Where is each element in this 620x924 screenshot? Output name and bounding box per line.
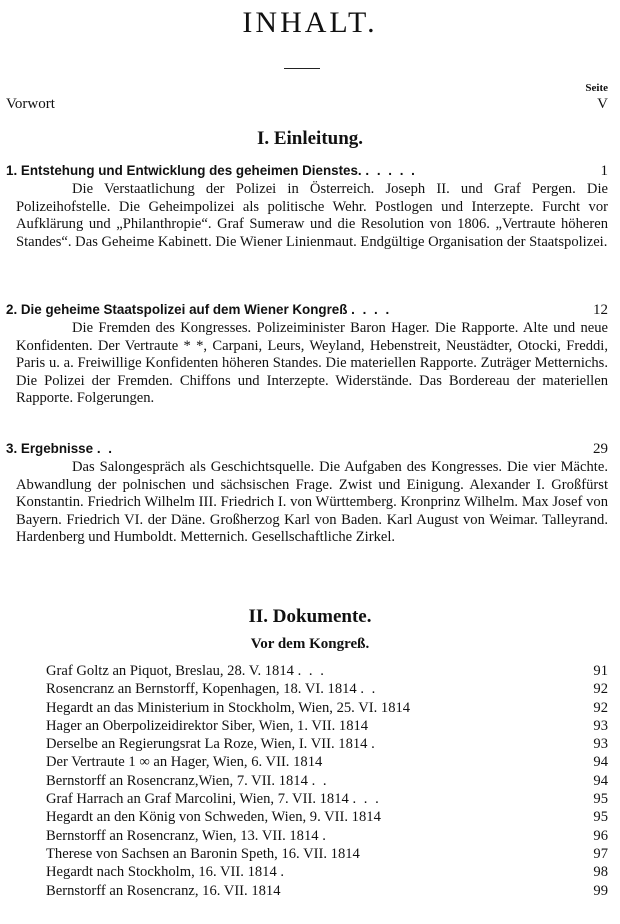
toc-entry-1 (6, 161, 608, 251)
document-page: 93 (593, 736, 608, 753)
document-row (46, 772, 608, 790)
document-title: Bernstorff an Rosencranz, 16. VII. 1814 (46, 882, 281, 899)
document-row (46, 753, 608, 771)
document-page: 98 (593, 864, 608, 881)
document-title: Rosencranz an Bernstorff, Kopenhagen, 18. VI. 1814 (46, 681, 357, 698)
page-title: INHALT. (242, 6, 378, 39)
document-title: Therese von Sachsen an Baronin Speth, 16. VII. 1814 (46, 845, 360, 862)
entry-heading: 2. Die geheime Staatspolizei auf dem Wiener Kongreß (6, 302, 348, 317)
entry-page: 12 (593, 302, 608, 318)
section-heading-dokumente: II. Dokumente. (248, 606, 372, 627)
document-page: 99 (593, 882, 608, 899)
leader-dots: . (280, 864, 287, 881)
document-row (46, 827, 608, 845)
document-row (46, 699, 608, 717)
document-title: Graf Harrach an Graf Marcolini, Wien, 7. VII. 1814 (46, 791, 349, 808)
document-title: Der Vertraute 1 ∞ an Hager, Wien, 6. VII. 1814 (46, 754, 323, 771)
entry-page: 29 (593, 441, 608, 457)
document-title: Derselbe an Regierungsrat La Roze, Wien, I. VII. 1814 (46, 736, 368, 753)
leader-dots: . (322, 827, 328, 844)
entry-heading: 3. Ergebnisse (6, 441, 94, 456)
document-row (46, 790, 608, 808)
document-page: 93 (593, 717, 608, 734)
leader-dots: . . (311, 772, 329, 789)
document-list (46, 662, 608, 900)
document-title: Graf Goltz an Piquot, Breslau, 28. V. 1814 (46, 663, 294, 679)
page-column-label: Seite (585, 82, 608, 94)
document-row (46, 735, 608, 753)
entry-summary: Das Salongespräch als Geschichtsquelle. Die Aufgaben des Kongresses. Die vier Mächte. Abwandlung der polnischen und sächsischen Frage. Zwist und Einigung. Alexander I. Großfürst Konstantin. Friedrich Wilhelm III. Friedrich I. von Württemberg. Kronprinz Wilhelm. Max Josef von Bayern. Friedrich VI. der Däne. Großherzog Karl von Baden. Karl August von Weimar. Talleyrand. Hardenberg und Humboldt. Metternich. Gesellschaftliche Zirkel. (16, 459, 608, 546)
document-row (46, 662, 608, 680)
document-page: 96 (593, 827, 608, 844)
document-page: 91 (593, 663, 608, 679)
document-page: 95 (593, 809, 608, 826)
document-row (46, 845, 608, 863)
vorwort-label: Vorwort (6, 96, 55, 112)
document-title: Hegardt an den König von Schweden, Wien, 9. VII. 1814 (46, 809, 381, 826)
document-row (46, 680, 608, 698)
leader-dots: . . . (352, 791, 381, 808)
document-row (46, 882, 608, 900)
leader-dots: . . . . . (365, 163, 417, 178)
leader-dots: . (371, 736, 377, 753)
document-title: Hegardt nach Stockholm, 16. VII. 1814 (46, 864, 277, 881)
entry-summary: Die Verstaatlichung der Polizei in Österreich. Joseph II. und Graf Pergen. Die Polizeihofstelle. Die Geheimpolizei als politische Wehr. Postlogen und Interzepte. Furcht vor Aufklärung und „Philanthropie“. Graf Sumeraw und die Resolution von 1806. „Vertraute höheren Standes“. Das Geheime Kabinett. Die Wiener Linienmaut. Endgültige Organisation der Staatspolizei. (16, 181, 608, 250)
document-row (46, 717, 608, 735)
document-page: 97 (593, 845, 608, 862)
subsection-heading-vor-dem-kongress: Vor dem Kongreß. (250, 636, 370, 652)
document-row (46, 808, 608, 826)
document-page: 94 (593, 772, 608, 789)
title-rule (284, 68, 320, 69)
document-page: 92 (593, 681, 608, 698)
document-title: Bernstorff an Rosencranz,Wien, 7. VII. 1814 (46, 772, 308, 789)
document-title: Hegardt an das Ministerium in Stockholm, Wien, 25. VI. 1814 (46, 699, 411, 716)
toc-vorwort (6, 96, 608, 113)
document-page: 95 (593, 791, 608, 808)
leader-dots: . . (96, 441, 114, 456)
document-row (46, 863, 608, 881)
entry-summary: Die Fremden des Kongresses. Polizeiminister Baron Hager. Die Rapporte. Alte und neue Konfidenten. Der Vertraute * *, Carpani, Leurs, Weyland, Hebenstreit, Neustädter, Otocki, Freddi, Paris u. a. Freiwillige Konfidenten höheren Standes. Die materiellen Rapporte. Zuträger Metternichs. Die Polizei der Fremden. Chiffons und Interzepte. Widerstände. Das Bordereau der materiellen Rapporte. Folgerungen. (16, 320, 608, 407)
toc-entry-2 (6, 300, 608, 408)
entry-heading: 1. Entstehung und Entwicklung des geheimen Dienstes. (6, 163, 362, 178)
vorwort-page: V (597, 96, 608, 112)
entry-page: 1 (600, 163, 608, 179)
leader-dots: . . (360, 681, 378, 698)
section-heading-einleitung: I. Einleitung. (256, 128, 364, 149)
document-title: Bernstorff an Rosencranz, Wien, 13. VII. 1814 (46, 827, 319, 844)
document-title: Hager an Oberpolizeidirektor Siber, Wien, 1. VII. 1814 (46, 717, 369, 734)
leader-dots: . . . . (351, 302, 392, 317)
leader-dots: . . . (297, 663, 326, 679)
document-page: 94 (593, 754, 608, 771)
toc-entry-3 (6, 439, 608, 547)
document-page: 92 (593, 699, 608, 716)
